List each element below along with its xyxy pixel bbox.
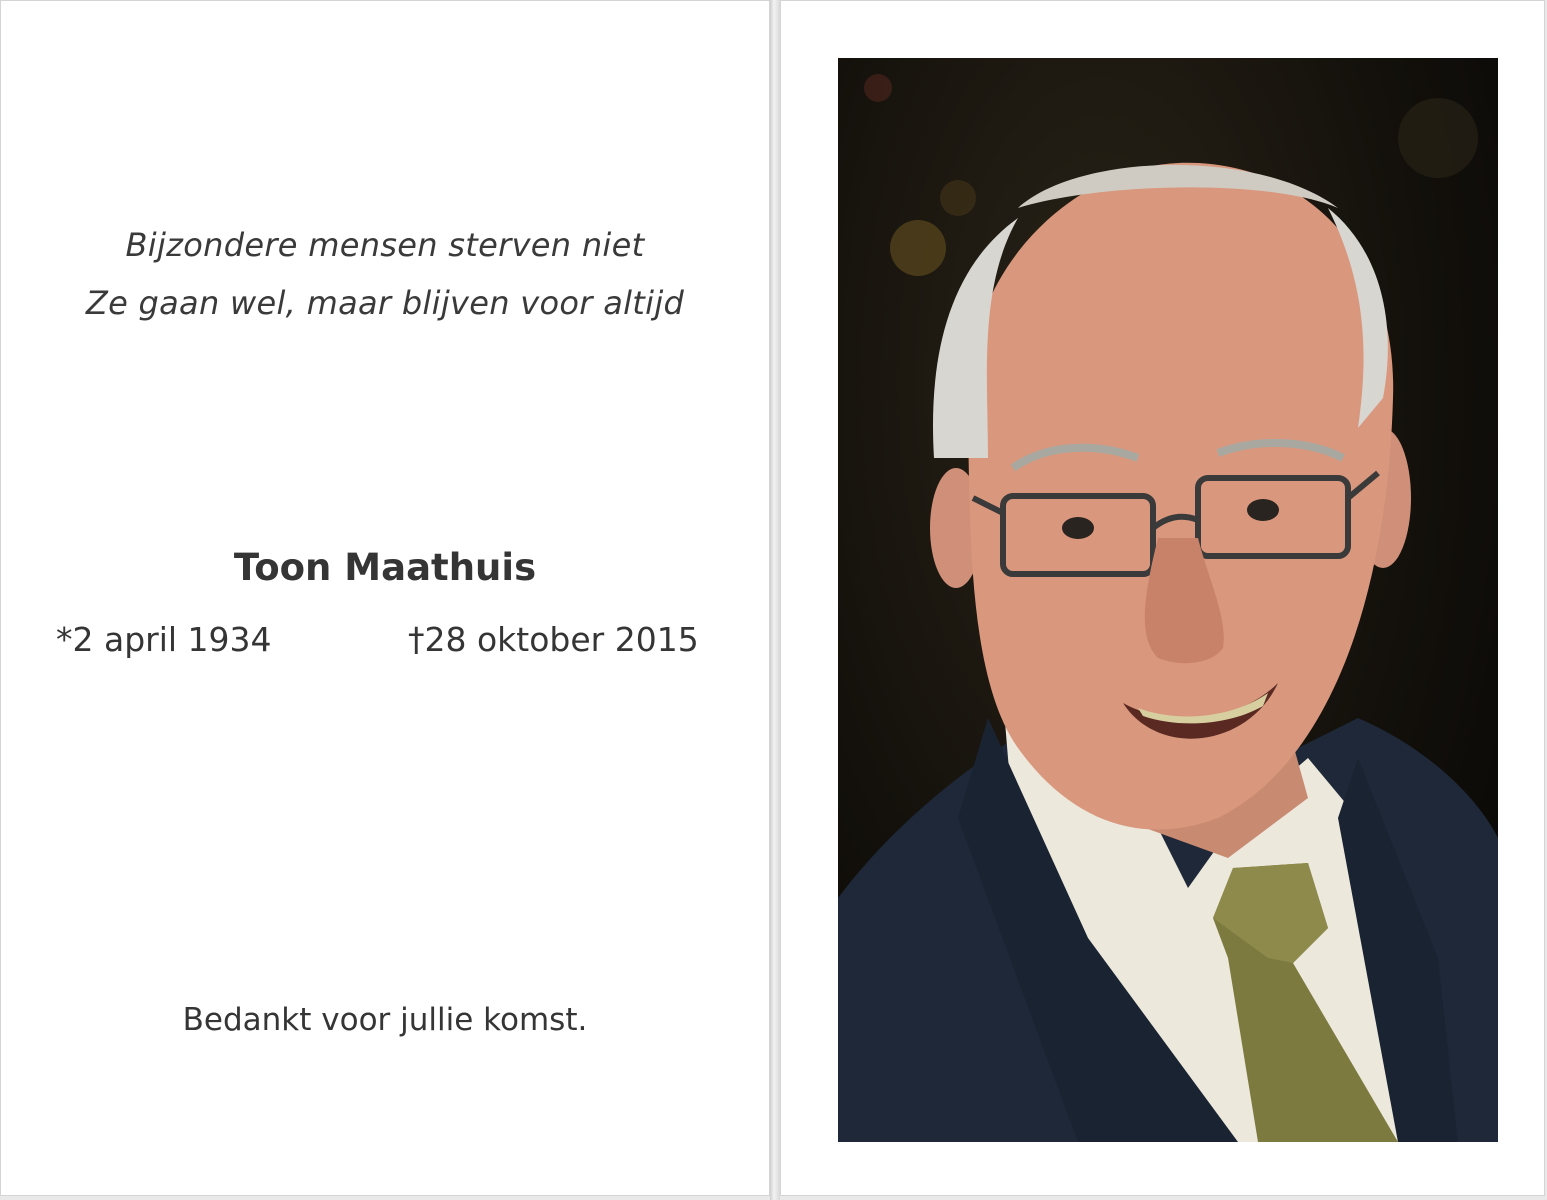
card-divider xyxy=(770,0,780,1200)
quote-line-1: Bijzondere mensen sterven niet xyxy=(125,226,645,264)
birth-date: *2 april 1934 xyxy=(56,620,272,659)
bokeh-light xyxy=(864,74,892,102)
death-date: †28 oktober 2015 xyxy=(408,620,699,659)
memorial-card-text-side xyxy=(0,0,770,1196)
eye-left xyxy=(1062,517,1094,539)
eye-right xyxy=(1247,499,1279,521)
deceased-name: Toon Maathuis xyxy=(233,546,537,589)
quote-line-2: Ze gaan wel, maar blijven voor altijd xyxy=(85,284,685,322)
bokeh-light xyxy=(940,180,976,216)
portrait-photo xyxy=(838,58,1498,1142)
bokeh-light xyxy=(1398,98,1478,178)
bokeh-light xyxy=(890,220,946,276)
portrait-illustration xyxy=(838,58,1498,1142)
thanks-text: Bedankt voor jullie komst. xyxy=(182,1002,588,1038)
